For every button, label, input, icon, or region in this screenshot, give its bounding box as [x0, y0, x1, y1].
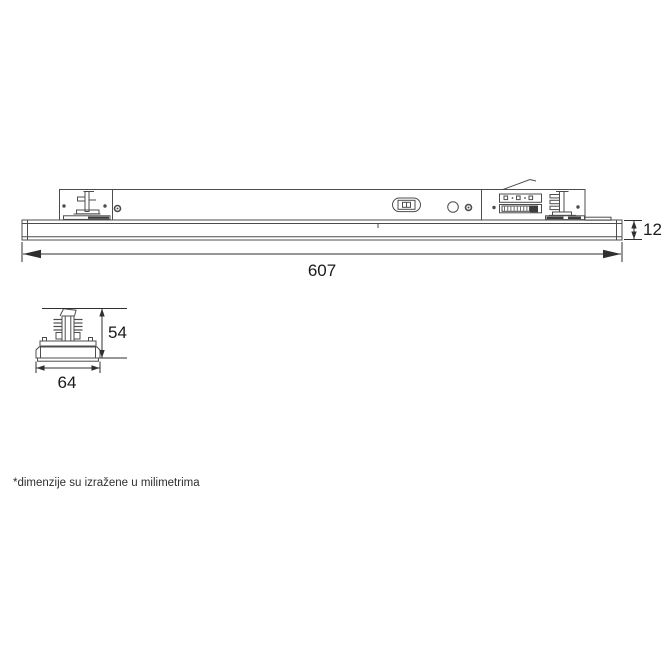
mounting-bracket — [74, 192, 101, 215]
screw-dot — [492, 206, 495, 209]
dimension-adapter-width-label: 64 — [57, 373, 77, 392]
stem-side-block — [74, 333, 80, 340]
locking-screw — [115, 206, 121, 212]
arrowhead-up — [99, 309, 104, 317]
left-track-adapter — [62, 192, 120, 220]
terminal-block — [500, 205, 542, 213]
track-adapter-section — [36, 309, 100, 361]
arrowhead-left — [23, 250, 41, 258]
screw-dot — [62, 204, 65, 207]
housing-middle-details — [393, 198, 472, 212]
adapter-plate — [40, 338, 96, 347]
contact-pins — [54, 320, 83, 331]
adapter-section-view — [36, 309, 127, 393]
side-view — [22, 180, 662, 281]
selector-switch — [393, 198, 421, 212]
dimension-height-label: 12 — [643, 220, 662, 239]
arrowhead-left — [37, 365, 45, 370]
dimension-adapter-height-label: 54 — [108, 323, 127, 342]
dimension-length — [22, 242, 622, 280]
adapter-foot-rail — [64, 216, 111, 220]
arrowhead-right — [92, 365, 100, 370]
dimension-adapter-height — [42, 309, 127, 359]
label-panel — [500, 194, 542, 202]
adapter-stem — [62, 316, 74, 341]
dimension-length-label: 607 — [307, 261, 337, 280]
stem-side-block — [56, 333, 62, 340]
fixture-bar — [22, 220, 622, 240]
dimension-height — [624, 220, 662, 240]
adapter-stem-cap — [60, 309, 76, 316]
locking-screw — [466, 205, 472, 211]
arrowhead-right — [603, 250, 621, 258]
screw-dot — [103, 204, 106, 207]
adapter-base — [36, 347, 100, 361]
arrowhead-up — [631, 221, 636, 229]
screw-dot — [576, 205, 579, 208]
arrowhead-down — [631, 232, 636, 240]
footnote: *dimenzije su izražene u milimetrima — [13, 477, 200, 489]
dimension-adapter-width — [36, 362, 100, 393]
adapter-lever — [503, 180, 536, 190]
housing-hole — [448, 202, 459, 213]
mounting-bracket — [549, 192, 576, 216]
right-track-adapter — [492, 180, 611, 221]
